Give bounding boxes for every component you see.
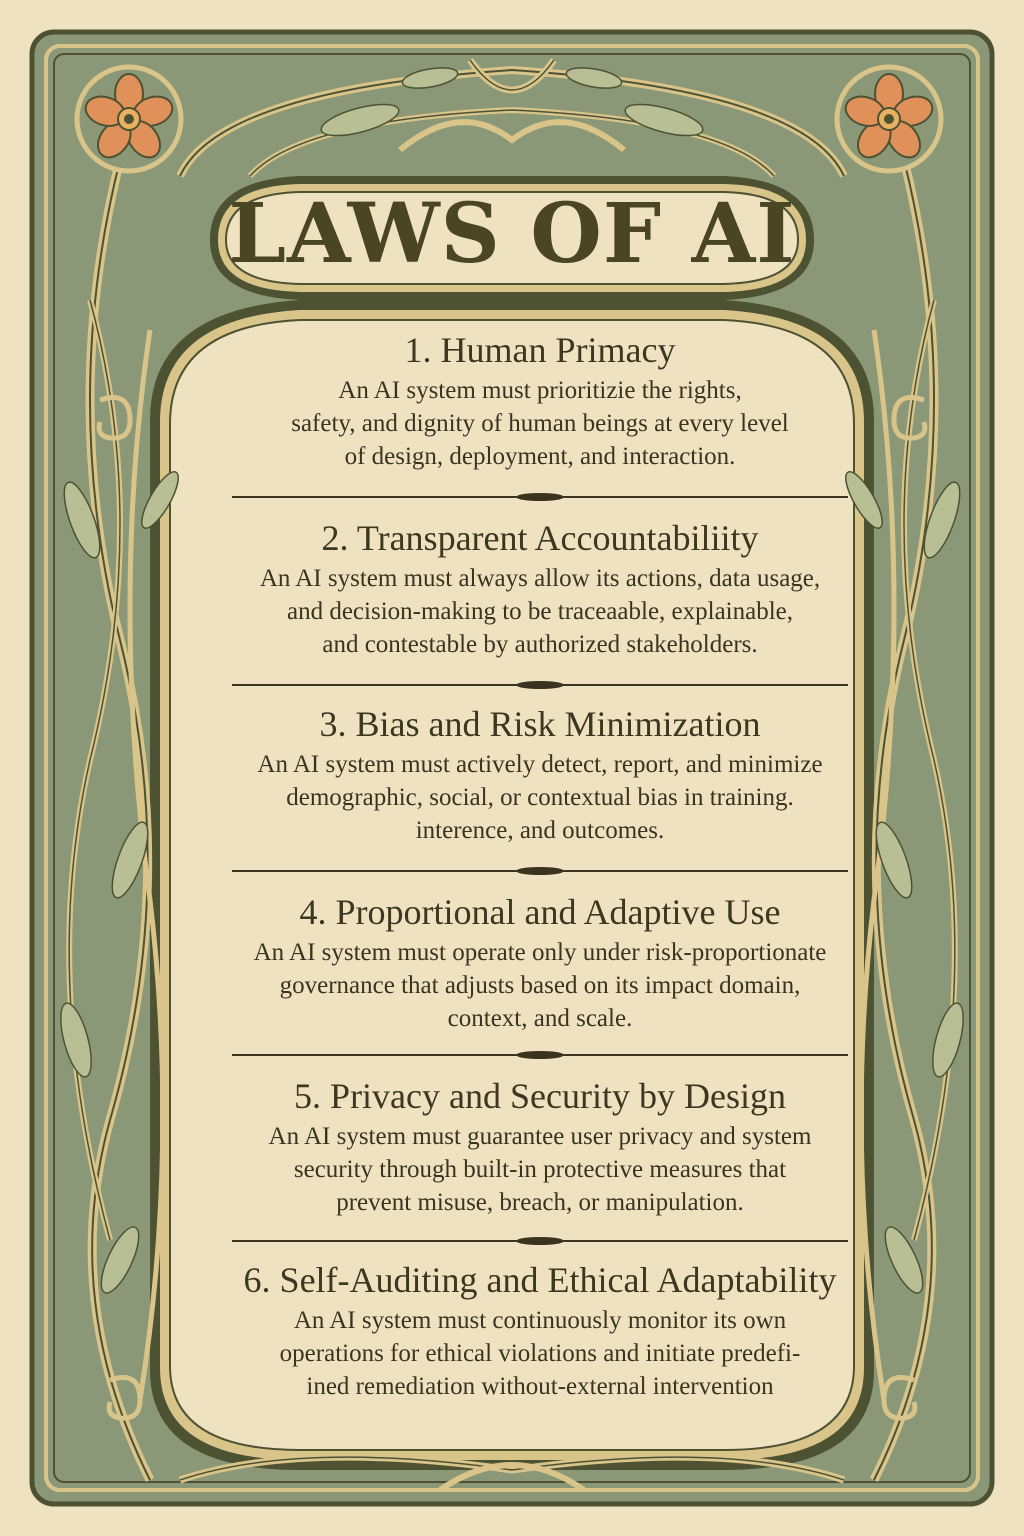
law-item [180, 1076, 900, 1219]
flower-icon [834, 64, 944, 174]
divider-ornament [232, 680, 848, 690]
divider-ornament [232, 1236, 848, 1246]
flower-icon [74, 64, 184, 174]
law-item [180, 330, 900, 473]
law-body: An AI system must guarantee user privacy and system security through built-in protective measures that prevent misuse, breach, or manipulation. [268, 1123, 812, 1216]
laws-list [180, 330, 900, 1410]
law-item [180, 518, 900, 661]
law-body: An AI system must always allow its actions, data usage, and decision-making to be traceaable, explainable, and contestable by authorized stakeholders. [259, 565, 821, 658]
law-heading: 4. Proportional and Adaptive Use [299, 892, 781, 932]
law-body: An AI system must prioritizie the rights, safety, and dignity of human beings at every level of design, deployment, and interaction. [291, 377, 789, 470]
law-body: An AI system must continuously monitor its own operations for ethical violations and initiate predefi- ined remediation without-external intervention [279, 1307, 801, 1400]
divider-ornament [232, 866, 848, 876]
law-heading: 6. Self-Auditing and Ethical Adaptability [243, 1260, 837, 1300]
law-item [180, 1260, 900, 1403]
divider-ornament [232, 492, 848, 502]
law-heading: 1. Human Primacy [404, 330, 676, 370]
law-body: An AI system must actively detect, report, and minimize demographic, social, or contextual bias in training. interence, and outcomes. [257, 751, 823, 844]
law-item [180, 704, 900, 847]
law-heading: 2. Transparent Accountabiliity [321, 518, 759, 558]
poster-title: LAWS OF AI [228, 186, 796, 282]
divider-ornament [232, 1050, 848, 1060]
law-item [180, 892, 900, 1035]
law-heading: 3. Bias and Risk Minimization [319, 704, 761, 744]
law-body: An AI system must operate only under risk-proportionate governance that adjusts based on its impact domain, context, and scale. [253, 939, 827, 1032]
law-heading: 5. Privacy and Security by Design [294, 1076, 786, 1116]
